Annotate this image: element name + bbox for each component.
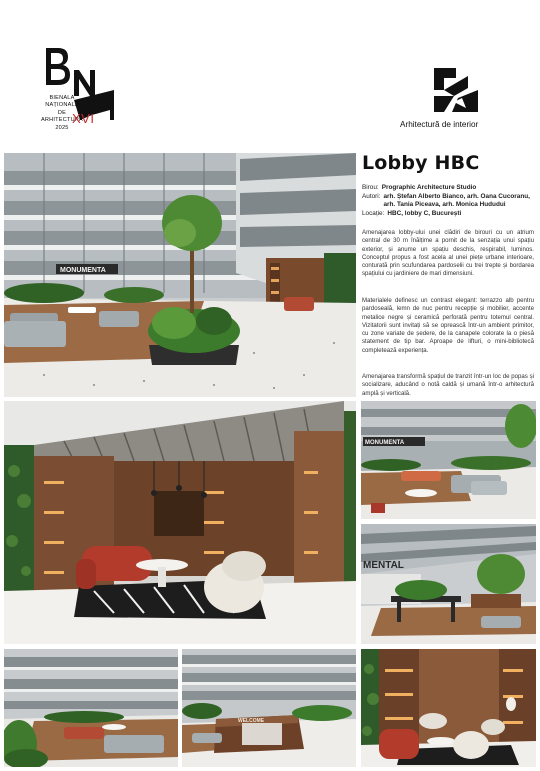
photo-atrium-wide — [361, 524, 536, 644]
caption-line: DE — [57, 109, 67, 116]
description-paragraph: Amenajarea lobby-ului unei clădiri de birouri cu un atrium central de 30 m înălțime a pornit de la senzația unui spațiu exterior, și anume un spațiu deschis, respirabil, luminos. Conceptul propus a fost acela al unei piețe urbane interioare, conturată prin scufundarea pardoselii cu trei trepte și bordarea spațiului cu jardiniere de mari dimensiuni. — [362, 229, 534, 278]
meta-office — [362, 184, 534, 193]
project-title: Lobby HBC — [362, 152, 480, 174]
edition-number: XVI — [72, 111, 95, 126]
meta-label: Autori: — [362, 192, 381, 200]
meta-authors — [362, 193, 534, 210]
meta-label: Birou: — [362, 184, 379, 191]
interior-architecture-icon — [432, 66, 480, 114]
caption-line: BIENALA — [49, 95, 75, 101]
photo-reception — [182, 649, 356, 767]
photo-library-detail — [361, 649, 536, 767]
photo-lounge-overview — [4, 649, 178, 767]
reception-signage: WELCOME — [238, 718, 265, 724]
meta-value: arh. Ștefan Alberto Bianco, arh. Oana Cucoranu, arh. Tania Piceava, arh. Monica Hududui — [383, 192, 530, 209]
caption-line: ARHITECTURĂ — [41, 117, 83, 124]
atrium-signage: MONUMENTA — [60, 267, 106, 274]
lounge-signage: MONUMENTA — [365, 440, 405, 446]
photo-library-nook — [4, 401, 356, 644]
photo-lounge-right — [361, 401, 536, 519]
photo-atrium-main — [4, 153, 356, 397]
meta-location — [362, 210, 534, 219]
meta-value: HBC, lobby C, București — [387, 209, 462, 217]
wide-signage: MENTAL — [363, 560, 404, 571]
caption-year: 2025 — [55, 124, 69, 131]
description-paragraph: Materialele definesc un contrast elegant: terrazzo alb pentru pardoseală, lemn de nuc pentru recepție și mobilier, accente metalice negre și ceramică perforată pentru totemul central. Vizitatorii sunt invitați să se oprească într-un ambient primitor, cu zone variate de ședere, de la canapele colorate la o piesă statement de tip bar. Aproape de lifturi, o mini-bibliotecă completează experiența. — [362, 297, 534, 354]
meta-label: Locație: — [362, 209, 385, 217]
category-label: Arhitectură de interior — [400, 120, 479, 129]
project-meta — [362, 184, 534, 218]
meta-value: Prographic Architecture Studio — [381, 184, 477, 191]
description-paragraph: Amenajarea transformă spațiul de tranzit într-un loc de popas și socializare, aducând o notă caldă și umană într-o arhitectură amplă și verticală. — [362, 373, 534, 397]
caption-line: NAȚIONALĂ — [45, 102, 79, 109]
